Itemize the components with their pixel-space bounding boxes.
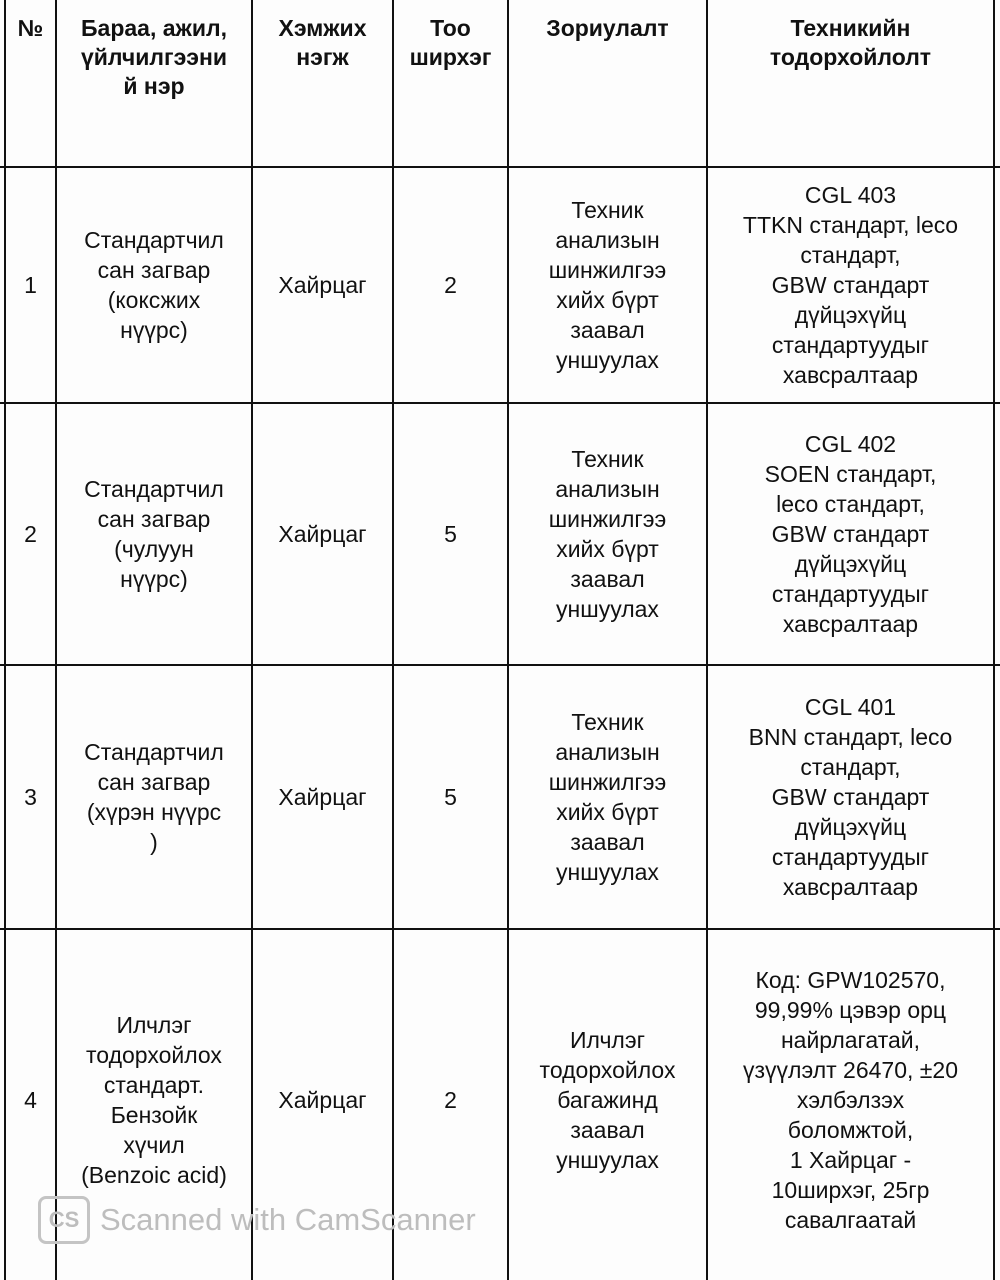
row-unit: Хайрцаг (278, 272, 367, 298)
row-no: 1 (24, 272, 37, 298)
camscanner-watermark (38, 1196, 476, 1244)
row-qty: 2 (444, 272, 457, 298)
row-purpose: Илчлэг тодорхойлох багажинд заавал уншуулах (539, 1027, 676, 1173)
row-name: Стандартчил сан загвар (чулуун нүүрс) (84, 476, 224, 592)
header-no: № (17, 15, 44, 41)
header-unit: Хэмжих нэгж (278, 15, 367, 70)
row-purpose: Техник анализын шинжилгээ хийх бүрт заавал уншуулах (548, 197, 667, 373)
row-no: 2 (24, 521, 37, 547)
header-purpose: Зориулалт (546, 15, 669, 41)
row-unit: Хайрцаг (278, 1087, 367, 1113)
row-qty: 2 (444, 1087, 457, 1113)
grid-line (993, 0, 995, 1280)
row-name: Стандартчил сан загвар (коксжих нүүрс) (84, 227, 224, 343)
row-name: Стандартчил сан загвар (хүрэн нүүрс ) (84, 739, 224, 855)
row-no: 4 (24, 1087, 37, 1113)
row-qty: 5 (444, 784, 457, 810)
header-spec: Техникийн тодорхойлолт (769, 15, 932, 70)
row-name: Илчлэг тодорхойлох стандарт. Бензойк хүчил (Benzoic acid) (81, 1012, 227, 1188)
row-spec: CGL 401 BNN стандарт, leco стандарт, GBW стандарт дүйцэхүйц стандартуудыг хавсралтаар (748, 694, 953, 900)
watermark-text: Scanned with CamScanner (100, 1202, 476, 1237)
row-unit: Хайрцаг (278, 784, 367, 810)
header-qty: Тоо ширхэг (409, 15, 492, 70)
row-spec: CGL 403 TTKN стандарт, leco стандарт, GBW стандарт дүйцэхүйц стандартуудыг хавсралтаар (742, 182, 959, 388)
row-purpose: Техник анализын шинжилгээ хийх бүрт заавал уншуулах (548, 709, 667, 885)
row-spec: CGL 402 SOEN стандарт, leco стандарт, GBW стандарт дүйцэхүйц стандартуудыг хавсралтаар (764, 431, 937, 637)
row-no: 3 (24, 784, 37, 810)
row-qty: 5 (444, 521, 457, 547)
row-purpose: Техник анализын шинжилгээ хийх бүрт заавал уншуулах (548, 446, 667, 622)
row-spec: Код: GPW102570, 99,99% цэвэр орц найрлагатай, үзүүлэлт 26470, ±20 хэлбэлзэх боломжтой, 1 Хайрцаг - 10ширхэг, 25гр савалгаатай (743, 967, 958, 1233)
camscanner-logo-icon: CS (38, 1196, 90, 1244)
row-unit: Хайрцаг (278, 521, 367, 547)
header-name: Бараа, ажил, үйлчилгээни й нэр (80, 15, 228, 99)
